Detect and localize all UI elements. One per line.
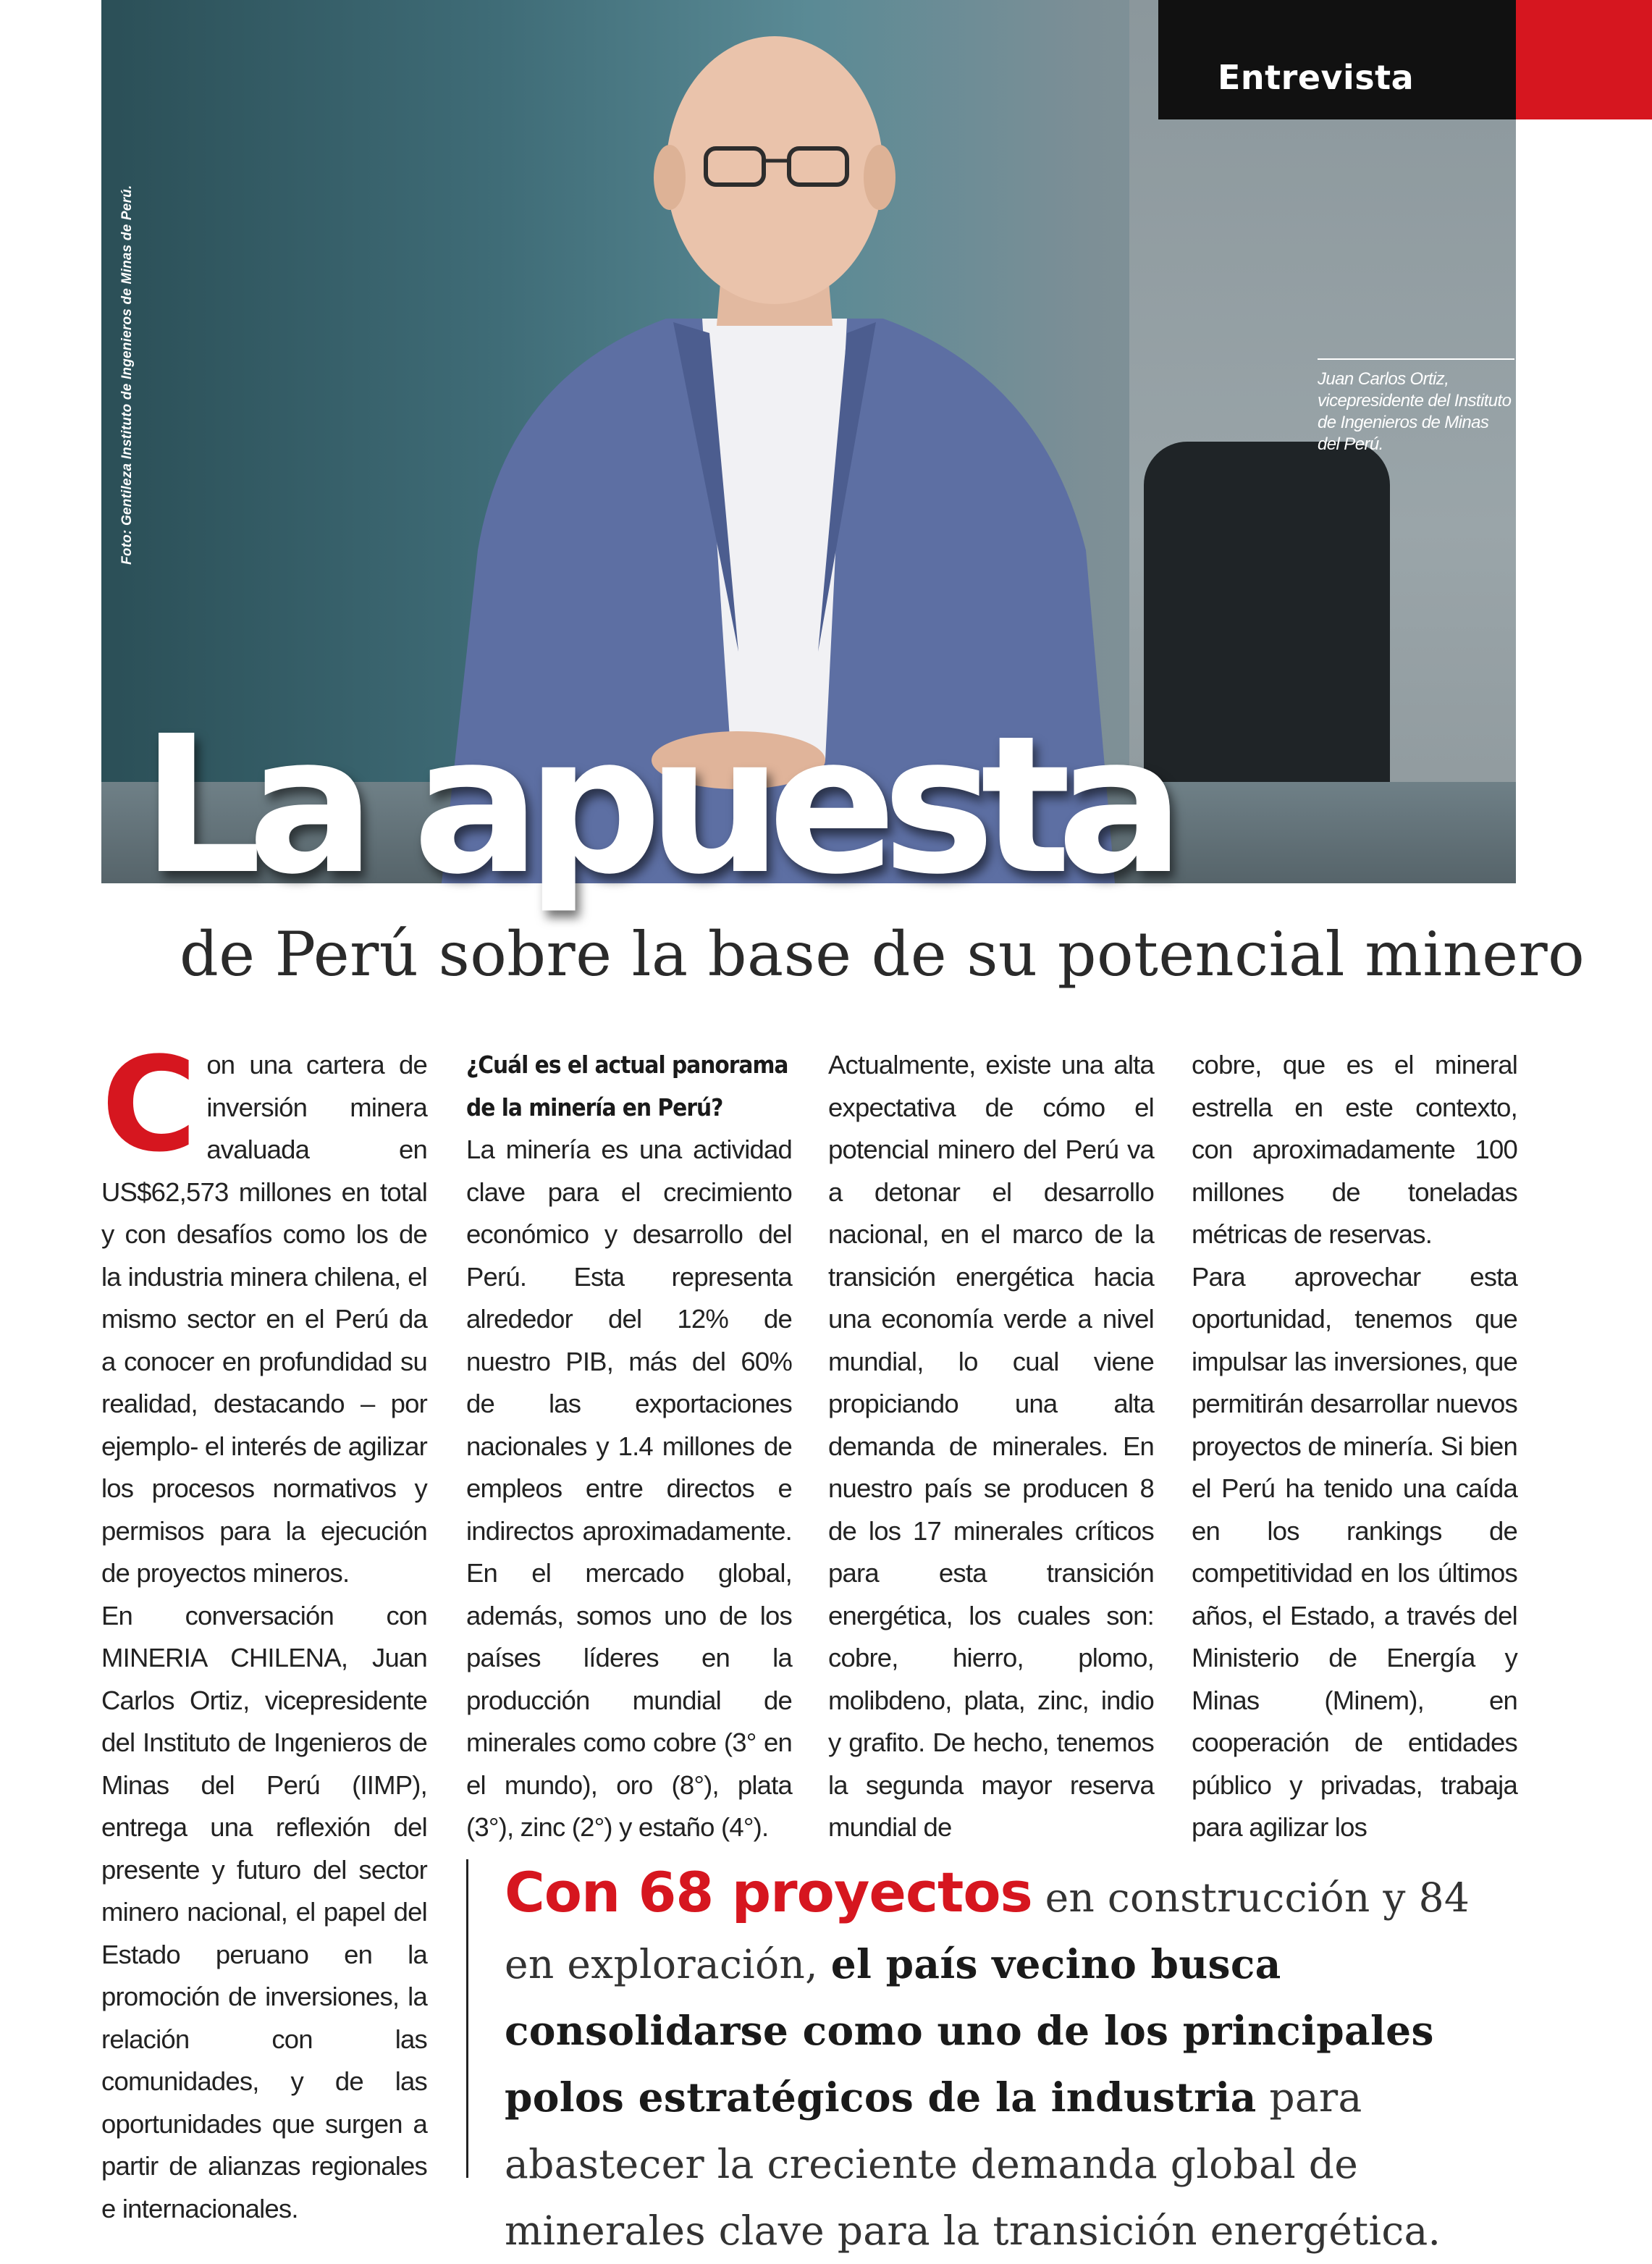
dropcap: C [101, 1030, 197, 1181]
paragraph: cobre, que es el mineral estrella en este contexto, con aproximadamente 100 millones de toneladas métricas de reservas. [1192, 1050, 1517, 1249]
pull-quote-part: en construcción y 84 en exploración, [505, 1874, 1470, 1987]
intro-paragraph [101, 1030, 427, 1595]
paragraph: En conversación con MINERIA CHILENA, Juan Carlos Ortiz, vicepresidente del Instituto de Ingenieros de Minas del Perú (IIMP), entrega una reflexión del presente y futuro del sector minero nacional, el papel del Estado peruano en la promoción de inversiones, la relación con las comunidades, y de las oportunidades que surgen a partir de alianzas regionales e internacionales. [101, 1600, 427, 2223]
interview-question: ¿Cuál es el actual panorama de la minería en Perú? [466, 1051, 788, 1122]
headline: La apuesta [141, 695, 1171, 916]
pull-quote-text [505, 1859, 1518, 2264]
intro-text: on una cartera de inversión minera avaluada en US$62,573 millones en total y con desafíos como los de la industria minera chilena, el mismo sector en el Perú da a conocer en profundidad su realidad, destacando – por ejemplo- el interés de agilizar los procesos normativos y permisos para la ejecución de proyectos mineros. [101, 1050, 427, 1588]
section-tab [1158, 0, 1652, 119]
article-column-1 [101, 1030, 427, 2230]
pull-quote-lead: Con 68 proyectos [505, 1860, 1032, 1924]
photo-caption: Juan Carlos Ortiz, vicepresidente del Instituto de Ingenieros de Minas del Perú. [1318, 358, 1514, 455]
article-column-4 [1192, 1044, 1517, 1849]
photo-credit: Foto: Gentileza Instituto de Ingenieros de Minas de Perú. [119, 185, 135, 565]
section-label: Entrevista [1218, 58, 1415, 97]
pull-quote-part: para abastecer la creciente demanda global de minerales clave para la transición energética. [505, 2074, 1441, 2254]
article-column-2 [466, 1044, 792, 1849]
pull-quote-emphasis: el país vecino busca consolidarse como uno de los principales polos estratégicos de la industria [505, 1940, 1434, 2121]
article-column-3 [828, 1044, 1154, 1849]
subheadline: de Perú sobre la base de su potencial minero [180, 919, 1585, 990]
paragraph: La minería es una actividad clave para el crecimiento económico y desarrollo del Perú. Esta representa alrededor del 12% de nuestro PIB, más del 60% de las exportaciones nacionales y 1.4 millones de empleos entre directos e indirectos aproximadamente. En el mercado global, además, somos uno de los países líderes en la producción mundial de minerales como cobre (3° en el mundo), oro (8°), plata (3°), zinc (2°) y estaño (4°). [466, 1135, 792, 1842]
paragraph: Actualmente, existe una alta expectativa de cómo el potencial minero del Perú va a detonar el desarrollo nacional, en el marco de la transición energética hacia una economía verde a nivel mundial, lo cual viene propiciando una alta demanda de minerales. En nuestro país se producen 8 de los 17 minerales críticos para esta transición energética, los cuales son: cobre, hierro, plomo, molibdeno, plata, zinc, indio y grafito. De hecho, tenemos la segunda mayor reserva mundial de [828, 1050, 1154, 1842]
paragraph: Para aprovechar esta oportunidad, tenemos que impulsar las inversiones, que permitirán desarrollar nuevos proyectos de minería. Si bien el Perú ha tenido una caída en los rankings de competitividad en los últimos años, el Estado, a través del Ministerio de Energía y Minas (Minem), en cooperación de entidades público y privadas, trabaja para agilizar los [1192, 1261, 1517, 1842]
pull-quote [466, 1859, 1518, 2254]
